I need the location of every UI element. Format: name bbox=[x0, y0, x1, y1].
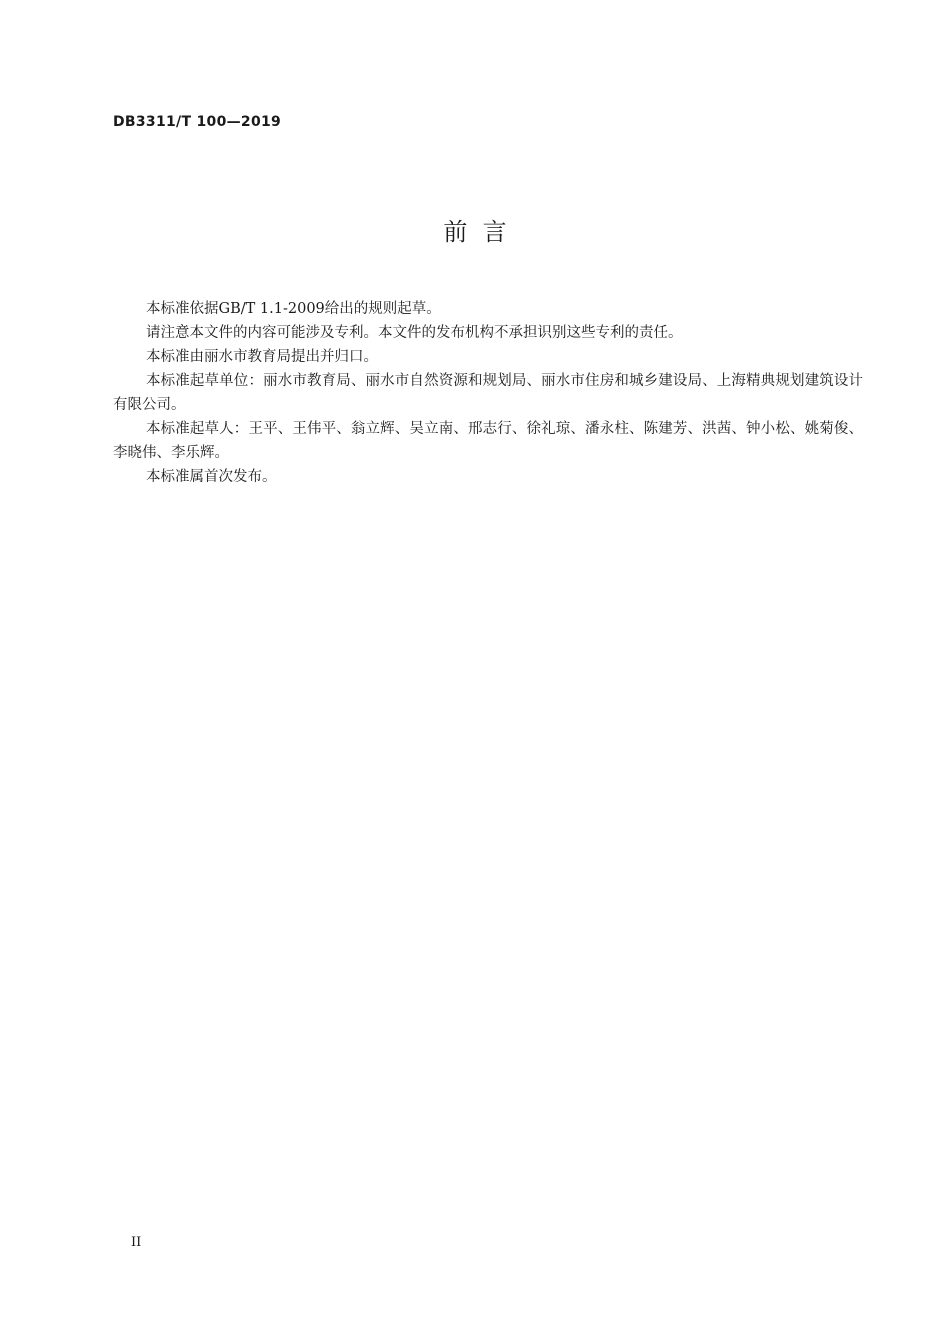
paragraph-drafting-units: 本标准起草单位：丽水市教育局、丽水市自然资源和规划局、丽水市住房和城乡建设局、上海精典规划建筑设计有限公司。 bbox=[113, 373, 863, 413]
page-number: II bbox=[131, 1235, 142, 1250]
paragraph-first-release: 本标准属首次发布。 bbox=[146, 469, 277, 485]
title-text: 前 言 bbox=[443, 218, 507, 246]
paragraph-drafters: 本标准起草人：王平、王伟平、翁立辉、吴立南、邢志行、徐礼琼、潘永柱、陈建芳、洪茜、钟小松、姚菊俊、李晓伟、李乐辉。 bbox=[113, 421, 863, 461]
paragraph-proposer: 本标准由丽水市教育局提出并归口。 bbox=[146, 349, 378, 365]
page-title bbox=[0, 212, 950, 247]
standard-number: DB3311/T 100—2019 bbox=[113, 114, 282, 130]
foreword-body bbox=[113, 297, 863, 489]
paragraph-patent-notice: 请注意本文件的内容可能涉及专利。本文件的发布机构不承担识别这些专利的责任。 bbox=[146, 325, 683, 341]
paragraph-drafting-rules: 本标准依据GB/T 1.1-2009给出的规则起草。 bbox=[146, 301, 441, 317]
